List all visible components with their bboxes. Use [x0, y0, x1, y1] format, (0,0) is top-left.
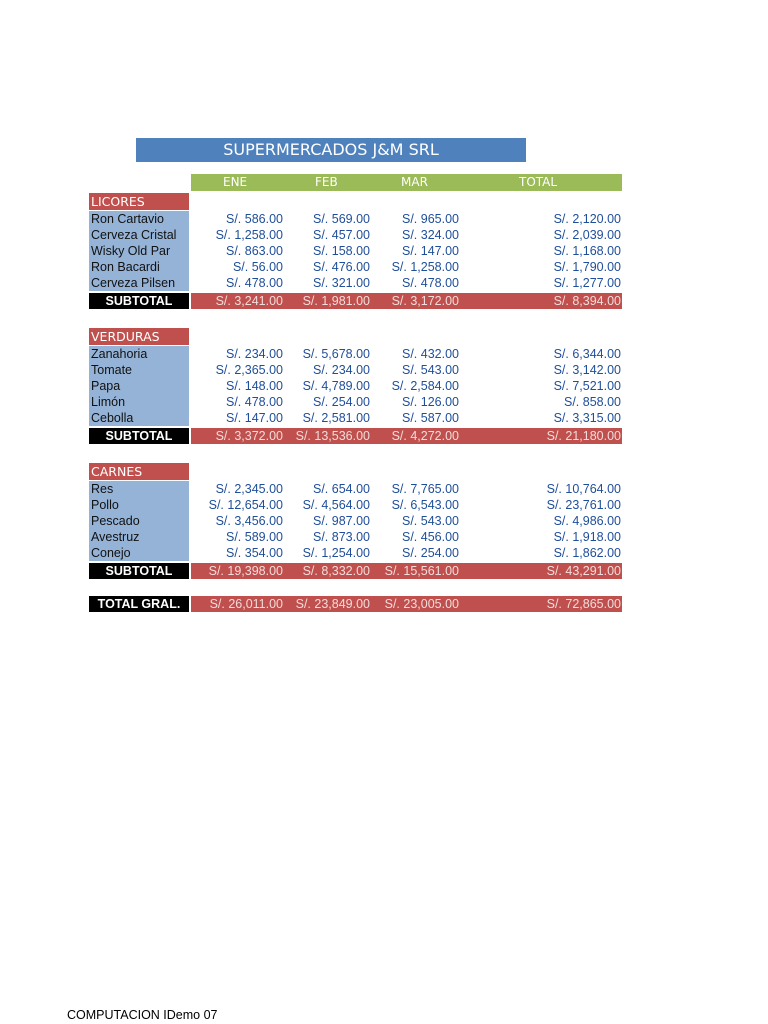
subtotal-total: S/. 43,291.00	[546, 564, 621, 578]
cell-total: S/. 3,142.00	[553, 363, 621, 377]
subtotal-feb: S/. 8,332.00	[302, 564, 370, 578]
grand-total-ene: S/. 26,011.00	[209, 597, 283, 611]
cell-total: S/. 1,277.00	[553, 276, 621, 290]
subtotal-ene: S/. 19,398.00	[208, 564, 283, 578]
cell-mar: S/. 126.00	[402, 395, 459, 409]
spreadsheet-title: SUPERMERCADOS J&M SRL	[136, 138, 526, 162]
row-label: Cerveza Pilsen	[89, 275, 189, 291]
column-header-total: TOTAL	[519, 175, 558, 189]
cell-mar: S/. 7,765.00	[391, 482, 459, 496]
cell-total: S/. 1,862.00	[553, 546, 621, 560]
subtotal-label: SUBTOTAL	[89, 563, 189, 579]
cell-feb: S/. 987.00	[313, 514, 370, 528]
column-header-mar: MAR	[401, 175, 428, 189]
row-label: Pescado	[89, 513, 189, 529]
grand-total-label: TOTAL GRAL.	[89, 596, 189, 612]
subtotal-label: SUBTOTAL	[89, 293, 189, 309]
cell-mar: S/. 1,258.00	[391, 260, 459, 274]
cell-ene: S/. 234.00	[226, 347, 283, 361]
row-label: Limón	[89, 394, 189, 410]
grand-total-feb: S/. 23,849.00	[295, 597, 370, 611]
cell-mar: S/. 6,543.00	[391, 498, 459, 512]
cell-ene: S/. 478.00	[226, 395, 283, 409]
cell-feb: S/. 457.00	[313, 228, 370, 242]
subtotal-mar: S/. 4,272.00	[391, 429, 459, 443]
category-licores: LICORES	[89, 193, 189, 210]
cell-ene: S/. 354.00	[226, 546, 283, 560]
cell-ene: S/. 3,456.00	[215, 514, 283, 528]
cell-feb: S/. 4,564.00	[302, 498, 370, 512]
cell-feb: S/. 254.00	[313, 395, 370, 409]
cell-mar: S/. 324.00	[402, 228, 459, 242]
subtotal-total: S/. 21,180.00	[546, 429, 621, 443]
grand-total-mar: S/. 23,005.00	[384, 597, 459, 611]
cell-total: S/. 1,918.00	[553, 530, 621, 544]
cell-mar: S/. 254.00	[402, 546, 459, 560]
cell-feb: S/. 5,678.00	[302, 347, 370, 361]
cell-ene: S/. 147.00	[226, 411, 283, 425]
row-label: Tomate	[89, 362, 189, 378]
row-label: Cerveza Cristal	[89, 227, 189, 243]
cell-mar: S/. 2,584.00	[391, 379, 459, 393]
column-header-ene: ENE	[223, 175, 248, 189]
row-label: Cebolla	[89, 410, 189, 426]
cell-mar: S/. 543.00	[402, 363, 459, 377]
subtotal-feb: S/. 1,981.00	[302, 294, 370, 308]
cell-total: S/. 7,521.00	[553, 379, 621, 393]
cell-feb: S/. 476.00	[313, 260, 370, 274]
cell-ene: S/. 586.00	[226, 212, 283, 226]
cell-feb: S/. 569.00	[313, 212, 370, 226]
subtotal-ene: S/. 3,372.00	[215, 429, 283, 443]
cell-feb: S/. 321.00	[313, 276, 370, 290]
cell-ene: S/. 148.00	[226, 379, 283, 393]
cell-ene: S/. 1,258.00	[215, 228, 283, 242]
row-label: Zanahoria	[89, 346, 189, 362]
cell-feb: S/. 873.00	[313, 530, 370, 544]
subtotal-label: SUBTOTAL	[89, 428, 189, 444]
cell-total: S/. 1,790.00	[553, 260, 621, 274]
cell-mar: S/. 432.00	[402, 347, 459, 361]
row-label: Papa	[89, 378, 189, 394]
row-label: Avestruz	[89, 529, 189, 545]
cell-feb: S/. 4,789.00	[302, 379, 370, 393]
category-carnes: CARNES	[89, 463, 189, 480]
column-header-feb: FEB	[315, 175, 338, 189]
cell-feb: S/. 2,581.00	[302, 411, 370, 425]
row-label: Ron Bacardi	[89, 259, 189, 275]
cell-total: S/. 1,168.00	[553, 244, 621, 258]
cell-total: S/. 4,986.00	[553, 514, 621, 528]
subtotal-feb: S/. 13,536.00	[295, 429, 370, 443]
cell-total: S/. 2,120.00	[553, 212, 621, 226]
cell-mar: S/. 478.00	[402, 276, 459, 290]
cell-total: S/. 10,764.00	[546, 482, 621, 496]
subtotal-ene: S/. 3,241.00	[215, 294, 283, 308]
row-label: Res	[89, 481, 189, 497]
cell-feb: S/. 654.00	[313, 482, 370, 496]
row-label: Ron Cartavio	[89, 211, 189, 227]
cell-ene: S/. 12,654.00	[208, 498, 283, 512]
cell-mar: S/. 587.00	[402, 411, 459, 425]
cell-mar: S/. 543.00	[402, 514, 459, 528]
cell-ene: S/. 56.00	[232, 260, 283, 274]
cell-total: S/. 858.00	[564, 395, 621, 409]
row-label: Pollo	[89, 497, 189, 513]
cell-total: S/. 3,315.00	[553, 411, 621, 425]
cell-total: S/. 6,344.00	[553, 347, 621, 361]
row-label: Wisky Old Par	[89, 243, 189, 259]
subtotal-total: S/. 8,394.00	[553, 294, 621, 308]
cell-feb: S/. 1,254.00	[302, 546, 370, 560]
subtotal-mar: S/. 3,172.00	[391, 294, 459, 308]
category-verduras: VERDURAS	[89, 328, 189, 345]
cell-ene: S/. 863.00	[226, 244, 283, 258]
grand-total-total: S/. 72,865.00	[546, 597, 621, 611]
cell-feb: S/. 158.00	[313, 244, 370, 258]
cell-ene: S/. 2,345.00	[215, 482, 283, 496]
subtotal-mar: S/. 15,561.00	[384, 564, 459, 578]
cell-mar: S/. 147.00	[402, 244, 459, 258]
cell-feb: S/. 234.00	[313, 363, 370, 377]
cell-total: S/. 2,039.00	[553, 228, 621, 242]
cell-mar: S/. 965.00	[402, 212, 459, 226]
row-label: Conejo	[89, 545, 189, 561]
cell-ene: S/. 589.00	[226, 530, 283, 544]
cell-mar: S/. 456.00	[402, 530, 459, 544]
page-footer: COMPUTACION IDemo 07	[67, 1008, 218, 1022]
cell-total: S/. 23,761.00	[546, 498, 621, 512]
cell-ene: S/. 478.00	[226, 276, 283, 290]
cell-ene: S/. 2,365.00	[215, 363, 283, 377]
